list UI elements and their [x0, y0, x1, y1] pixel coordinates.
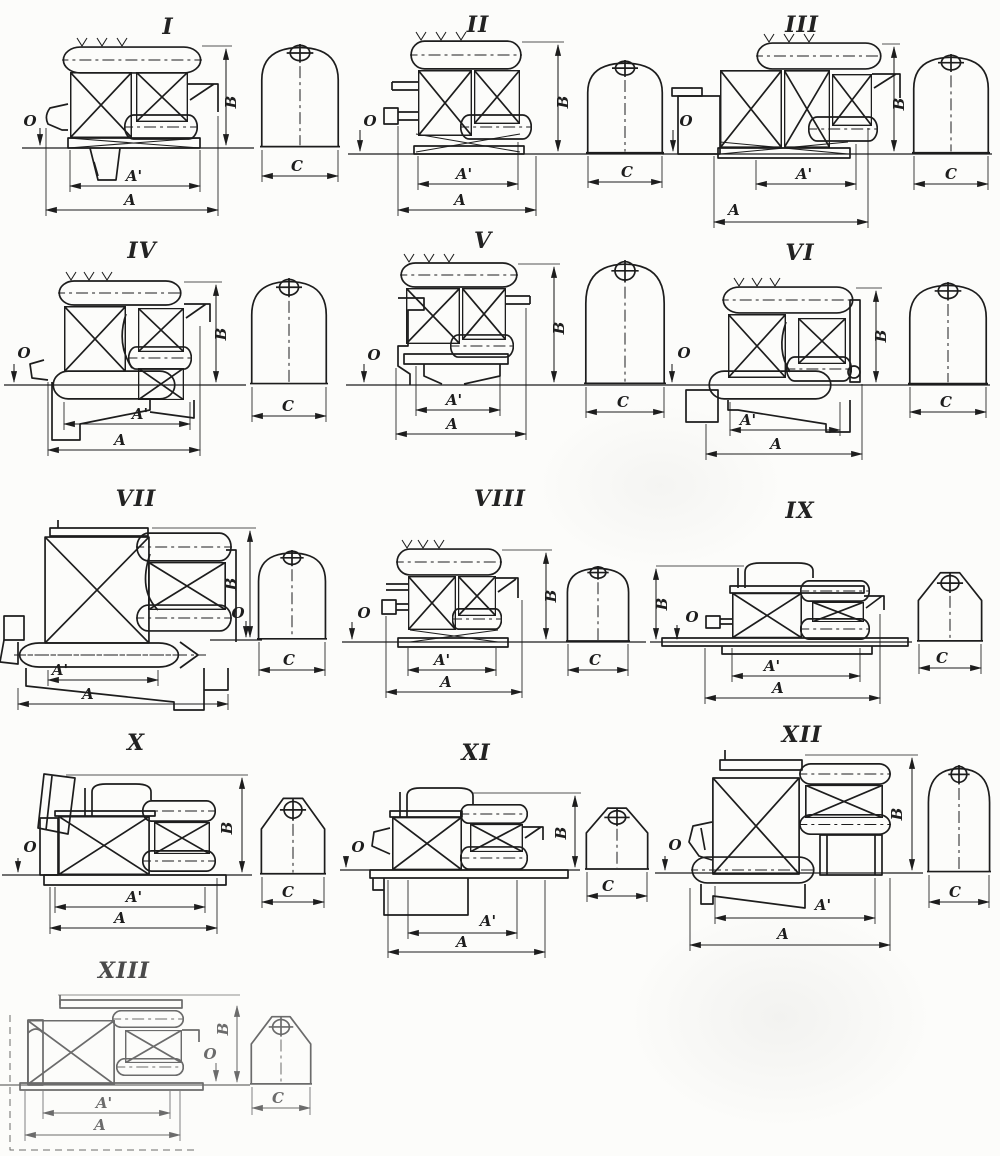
- figure-2-numeral: II: [466, 12, 490, 38]
- gearbox-box: [408, 577, 455, 630]
- gearbox-box: [419, 71, 472, 136]
- a-prime-label: A': [763, 657, 781, 675]
- spindle-drum: [121, 115, 201, 139]
- figure-9-numeral: IX: [785, 498, 815, 524]
- gearbox-box: [59, 817, 149, 875]
- figure-5-numeral: V: [473, 228, 493, 254]
- end-view-outline: [256, 43, 345, 146]
- a-label: A: [456, 933, 468, 951]
- c-label: C: [282, 397, 294, 415]
- figure-3-drawing: [660, 26, 1000, 238]
- top-drum: [53, 281, 187, 305]
- b-label: B: [222, 95, 240, 109]
- a-prime-label: A': [445, 391, 463, 409]
- b-label: B: [888, 807, 906, 821]
- end-view: [246, 277, 333, 422]
- head-box: [155, 822, 210, 853]
- column: [398, 298, 424, 385]
- base-step: [722, 646, 872, 654]
- a-prime-label: A': [814, 896, 832, 914]
- side-view: [348, 32, 664, 216]
- right-bracket: [188, 84, 218, 112]
- figure-4-drawing: [0, 252, 340, 468]
- end-view-outline: [562, 565, 633, 640]
- c-label: C: [283, 651, 295, 669]
- b-label: B: [218, 821, 236, 835]
- a-prime-label: A': [795, 165, 813, 183]
- figure-6-numeral: VI: [785, 240, 815, 266]
- b-label: B: [554, 95, 572, 109]
- a-label: A: [446, 415, 458, 433]
- a-prime-label: A': [131, 405, 149, 423]
- end-view: [256, 43, 345, 182]
- end-view: [562, 565, 633, 676]
- head-box: [126, 1030, 182, 1062]
- top-drum: [797, 581, 873, 601]
- c-label: C: [589, 651, 601, 669]
- figure-7-drawing: [0, 492, 340, 720]
- datum-o-label: O: [677, 344, 691, 362]
- datum-o-label: O: [17, 344, 31, 362]
- head-box: [806, 785, 882, 817]
- figure-3-numeral: III: [785, 12, 819, 38]
- datum-o-label: O: [363, 112, 377, 130]
- gearbox-box: [45, 537, 149, 643]
- side-view: [655, 750, 923, 951]
- end-view: [923, 764, 994, 908]
- right-bracket: [184, 304, 210, 322]
- pipe-stub: [506, 296, 530, 304]
- c-label: C: [949, 883, 961, 901]
- b-label: B: [212, 327, 230, 341]
- end-view: [582, 808, 651, 902]
- figure-7-numeral: VII: [115, 486, 157, 512]
- end-view: [253, 549, 331, 676]
- figure-6-drawing: [660, 252, 1000, 468]
- right-bracket: [523, 827, 543, 840]
- gearbox-box: [393, 818, 462, 870]
- end-view: [247, 1017, 314, 1115]
- a-label: A: [454, 191, 466, 209]
- figure-5-drawing: [340, 252, 670, 468]
- top-drum: [751, 43, 887, 69]
- gearbox-box: [733, 593, 802, 637]
- left-bracket: [30, 360, 48, 380]
- side-view: [662, 278, 990, 460]
- bolt-ticks-icon: [734, 278, 780, 286]
- left-bracket: [46, 104, 68, 130]
- top-drum: [395, 263, 522, 287]
- head-box: [462, 289, 505, 340]
- figure-13-numeral: XIII: [98, 958, 150, 984]
- side-view: [2, 774, 252, 934]
- spindle-drum: [113, 1059, 186, 1076]
- right-bracket: [182, 1030, 199, 1042]
- b-label: B: [872, 329, 890, 343]
- head-box: [458, 576, 495, 615]
- a-label: A: [114, 909, 126, 927]
- side-view: [340, 788, 581, 958]
- left-block: [40, 818, 58, 875]
- c-label: C: [291, 157, 303, 175]
- c-label: C: [940, 393, 952, 411]
- a-label: A: [124, 191, 136, 209]
- right-bracket: [496, 578, 518, 598]
- end-view-outline: [582, 808, 651, 869]
- datum-o-label: O: [679, 112, 693, 130]
- end-view-outline: [904, 281, 993, 383]
- end-view: [579, 259, 670, 418]
- a-prime-label: A': [455, 165, 473, 183]
- b-label: B: [653, 597, 671, 611]
- gearbox-box: [71, 73, 132, 138]
- figure-8-numeral: VIII: [474, 486, 526, 512]
- b-label: B: [222, 577, 240, 591]
- end-view-outline: [914, 573, 986, 641]
- top-drum: [795, 764, 894, 784]
- a-prime-label: A': [479, 912, 497, 930]
- head-box: [138, 308, 183, 351]
- end-view-outline: [253, 549, 331, 638]
- bolt-ticks-icon: [404, 254, 454, 262]
- left-bracket: [689, 822, 712, 860]
- c-label: C: [621, 163, 633, 181]
- datum-o-label: O: [685, 608, 699, 626]
- spindle-drum: [125, 347, 194, 369]
- a-label: A: [772, 679, 784, 697]
- figure-13-drawing: [0, 975, 340, 1156]
- b-label: B: [214, 1022, 232, 1036]
- a-label: A: [440, 673, 452, 691]
- figure-4-numeral: IV: [127, 238, 157, 264]
- scissor: [410, 630, 498, 642]
- top-drum: [56, 47, 207, 73]
- a-prime-label: A': [51, 661, 69, 679]
- a-prime-label: A': [125, 888, 143, 906]
- end-view: [257, 798, 329, 908]
- datum-o-label: O: [23, 838, 37, 856]
- left-bracket: [372, 828, 390, 854]
- bolt-ticks-icon: [77, 38, 127, 46]
- figure-10-numeral: X: [126, 730, 146, 756]
- gearbox-box: [721, 71, 782, 147]
- datum-o-label: O: [23, 112, 37, 130]
- spindle-drum: [805, 117, 881, 141]
- pipe-stub: [386, 584, 408, 590]
- figure-11-numeral: XI: [461, 740, 491, 766]
- lower-box: [138, 368, 183, 399]
- datum-o-label: O: [231, 604, 245, 622]
- lever: [122, 314, 132, 368]
- chute: [90, 148, 120, 180]
- head-box: [149, 562, 225, 609]
- c-label: C: [936, 649, 948, 667]
- end-view: [908, 53, 995, 190]
- side-view: [0, 520, 262, 710]
- press-foot: [424, 364, 500, 384]
- a-prime-label: A': [125, 167, 143, 185]
- gearbox-box: [407, 289, 460, 344]
- a-label: A: [770, 435, 782, 453]
- c-label: C: [272, 1089, 284, 1107]
- c-label: C: [282, 883, 294, 901]
- pipe-stub: [392, 82, 418, 90]
- a-label: A: [777, 925, 789, 943]
- end-view-outline: [582, 59, 669, 152]
- figure-1-numeral: I: [162, 14, 174, 40]
- b-label: B: [542, 589, 560, 603]
- bolt-ticks-icon: [66, 272, 112, 280]
- figure-1-drawing: [4, 26, 344, 226]
- figure-2-drawing: [340, 26, 670, 226]
- datum-o-label: O: [351, 838, 365, 856]
- gearbox-box: [65, 307, 126, 372]
- top-drum: [717, 287, 860, 313]
- end-view-outline: [908, 53, 995, 152]
- bolt-ticks-icon: [416, 32, 466, 40]
- end-view-outline: [579, 259, 670, 383]
- pipe: [738, 563, 813, 588]
- datum-o-label: O: [367, 346, 381, 364]
- a-label: A: [728, 201, 740, 219]
- datum-o-label: O: [203, 1045, 217, 1063]
- side-view: [4, 272, 246, 456]
- side-view: [22, 38, 254, 216]
- end-view-outline: [247, 1017, 314, 1084]
- b-label: B: [550, 321, 568, 335]
- end-view-outline: [246, 277, 333, 383]
- side-view: [650, 563, 912, 704]
- bolt-ticks-icon: [764, 34, 814, 42]
- base-step: [373, 878, 468, 915]
- top-drum: [457, 805, 530, 823]
- a-prime-label: A': [739, 411, 757, 429]
- a-prime-label: A': [95, 1094, 113, 1112]
- gearbox-box: [729, 315, 786, 378]
- side-view: [342, 540, 646, 698]
- spindle-drum: [783, 357, 854, 381]
- mid-box: [784, 71, 829, 147]
- base-skirt: [701, 884, 805, 908]
- end-view: [904, 281, 993, 418]
- datum-o-label: O: [357, 604, 371, 622]
- a-label: A: [94, 1116, 106, 1134]
- end-view-outline: [923, 764, 994, 871]
- top-drum: [406, 41, 527, 69]
- a-label: A: [114, 431, 126, 449]
- figure-9-drawing: [650, 492, 1000, 716]
- hopper: [38, 774, 75, 834]
- right-bracket: [872, 74, 900, 98]
- c-label: C: [602, 877, 614, 895]
- b-label: B: [552, 826, 570, 840]
- c-label: C: [617, 393, 629, 411]
- end-view-outline: [257, 798, 329, 873]
- bolt-ticks-icon: [402, 540, 444, 548]
- top-drum: [109, 1011, 187, 1028]
- left-foot: [0, 640, 18, 664]
- side-view: [0, 995, 250, 1150]
- figure-10-drawing: [0, 738, 340, 960]
- gearbox-box: [713, 778, 799, 874]
- a-prime-label: A': [433, 651, 451, 669]
- figure-12-drawing: [655, 738, 1000, 968]
- datum-o-label: O: [668, 836, 682, 854]
- figure-8-drawing: [340, 492, 648, 712]
- end-view: [582, 59, 669, 188]
- end-view: [914, 573, 986, 674]
- c-label: C: [945, 165, 957, 183]
- top-drum: [139, 801, 219, 821]
- a-label: A: [82, 685, 94, 703]
- top-drum: [392, 549, 506, 575]
- figure-11-drawing: [340, 738, 675, 960]
- figure-12-numeral: XII: [781, 722, 823, 748]
- b-label: B: [890, 97, 908, 111]
